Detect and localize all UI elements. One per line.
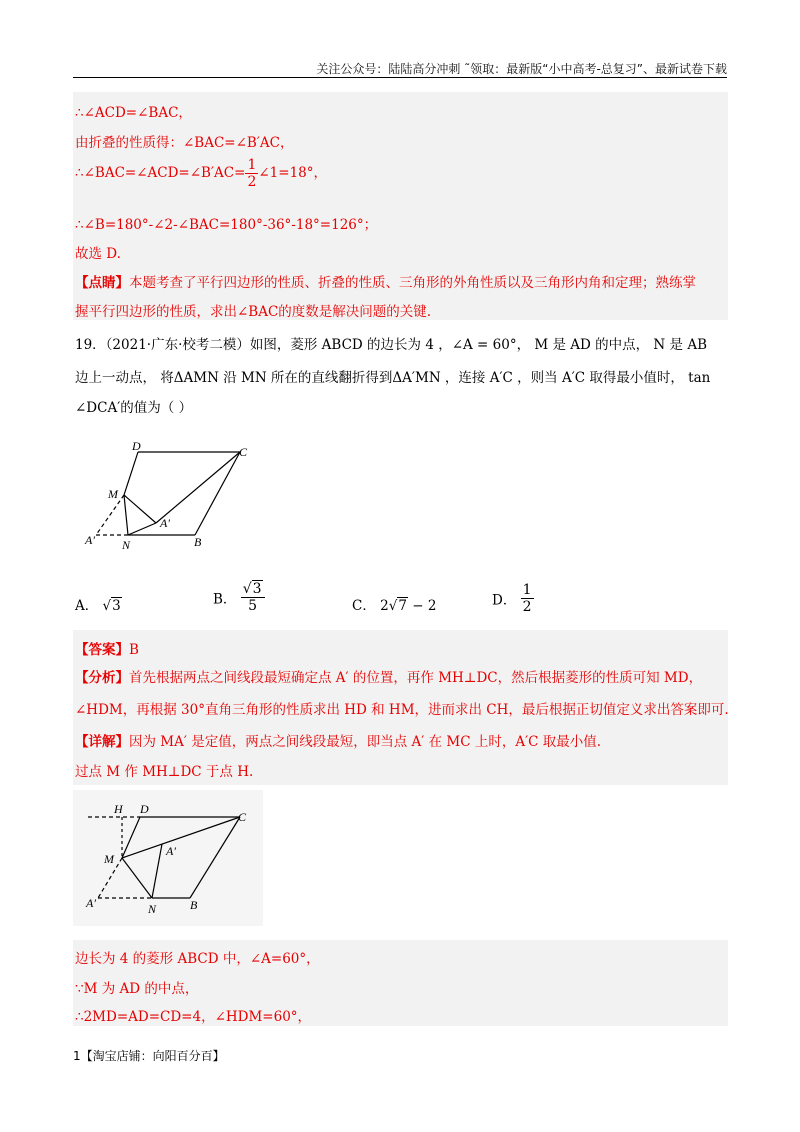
solution-tail-line-3: ∴2MD=AD=CD=4，∠HDM=60°，: [75, 1009, 312, 1025]
fig2-label-h: H: [114, 802, 123, 816]
edge-ma1: [124, 495, 156, 523]
comment-line-1: [75, 271, 696, 291]
fig1-label-a: A′: [85, 533, 95, 547]
fig2-label-n: N: [148, 902, 157, 916]
option-c: [352, 594, 436, 614]
fraction-half: [245, 158, 258, 189]
edge-a1c: [156, 452, 240, 523]
analysis-tag: 【分析】: [75, 670, 129, 686]
edge-ma-dashed: [96, 495, 124, 535]
comment-tag: 【点睛】: [75, 275, 129, 291]
prev-solution-line-1: ∴∠ACD=∠BAC，: [75, 105, 192, 121]
fraction-num: 1: [247, 157, 257, 173]
option-d-label: D．: [492, 592, 517, 609]
fig2-label-a: A′: [86, 896, 96, 910]
question-line-1: 19．（2021·广东·校考二模）如图，菱形 ABCD 的边长为 4 ，∠A = 60°， M 是 AD 的中点， N 是 AB: [75, 337, 707, 353]
analysis-line-2: ∠HDM，再根据 30°直角三角形的性质求出 HD 和 HM，进而求出 CH，最后根据正切值定义求出答案即可.: [75, 702, 729, 718]
option-c-radicand: 7: [398, 598, 407, 614]
answer-value: B: [129, 642, 139, 658]
detail-line-1: [75, 730, 601, 750]
prev-solution-line-2: 由折叠的性质得：∠BAC=∠B′AC，: [75, 135, 294, 151]
option-a-label: A．: [75, 598, 99, 614]
detail-text-1: 因为 MA′ 是定值，两点之间线段最短，即当点 A′ 在 MC 上时，A′C 取最小值.: [129, 734, 602, 750]
fig1-label-d: D: [132, 440, 141, 453]
line3-pre: ∴∠BAC=∠ACD=∠B′AC=: [75, 165, 246, 181]
answer-line: [75, 638, 139, 658]
detail-tag: 【详解】: [75, 734, 129, 750]
fig2-label-m: M: [104, 852, 114, 866]
fig2-label-d: D: [140, 802, 149, 816]
header-divider: [73, 77, 727, 78]
option-b-num: √3: [241, 582, 265, 598]
fig1-label-n: N: [122, 538, 131, 552]
analysis-line-1: [75, 666, 702, 686]
line3-post: ∠1=18°，: [258, 165, 327, 181]
edge-mc: [122, 817, 240, 858]
prev-solution-line-4: ∴∠B=180°-∠2-∠BAC=180°-36°-18°=126°；: [75, 217, 378, 233]
edge-cb: [190, 817, 240, 898]
option-a-radicand: 3: [112, 598, 121, 614]
option-d-fraction: [521, 583, 534, 614]
option-b-fraction: [241, 582, 265, 613]
fig2-label-b: B: [190, 898, 198, 912]
rhombus-figure-2: [80, 795, 265, 920]
solution-tail-line-1: 边长为 4 的菱形 ABCD 中，∠A=60°，: [75, 951, 320, 967]
edge-mn: [124, 495, 128, 535]
option-c-tail: − 2: [407, 598, 437, 614]
option-b-den: 5: [248, 598, 258, 614]
page-header: 关注公众号：陆陆高分冲刺 ˜领取：最新版“小中高考-总复习”、最新试卷下载: [316, 62, 727, 76]
edge-dm: [122, 817, 140, 858]
prev-solution-line-3: [75, 158, 327, 189]
option-a: [75, 594, 122, 614]
option-c-coef: 2: [380, 598, 389, 614]
option-d: [492, 583, 534, 614]
option-b-radicand: 3: [252, 581, 262, 597]
option-c-sqrt: √7: [388, 598, 407, 614]
edge-cb: [195, 452, 240, 535]
option-b-label: B．: [213, 591, 237, 608]
analysis-text-1: 首先根据两点之间线段最短确定点 A′ 的位置，再作 MH⊥DC，然后根据菱形的性质可知 MD，: [129, 670, 703, 686]
rhombus-figure-1: [80, 440, 270, 555]
edge-na1: [128, 523, 156, 535]
fraction-den: 2: [247, 174, 257, 190]
fig1-label-b: B: [194, 535, 202, 549]
solution-tail-line-2: ∵M 为 AD 的中点，: [75, 981, 199, 997]
comment-text-1: 本题考查了平行四边形的性质、折叠的性质、三角形的外角性质以及三角形内角和定理；熟练掌: [129, 275, 696, 291]
question-line-2: 边上一动点， 将ΔAMN 沿 MN 所在的直线翻折得到ΔA′MN ，连接 A′C ，则当 A′C 取得最小值时， tan: [75, 370, 711, 386]
comment-line-2: 握平行四边形的性质，求出∠BAC的度数是解决问题的关键.: [75, 304, 432, 320]
fig1-label-c: C: [239, 445, 248, 459]
prev-solution-line-5: 故选 D.: [75, 246, 121, 262]
option-b: [213, 582, 265, 613]
question-line-3: ∠DCA′的值为（ ）: [75, 400, 193, 416]
edge-mn: [122, 858, 152, 898]
edge-dm: [124, 452, 138, 495]
answer-tag: 【答案】: [75, 642, 129, 658]
fig2-label-a1: A′: [166, 844, 176, 858]
fig2-label-c: C: [238, 810, 247, 824]
fig1-label-a1: A′: [160, 516, 170, 530]
option-a-sqrt: √3: [102, 598, 121, 614]
option-c-label: C．: [352, 598, 376, 614]
option-d-den: 2: [522, 599, 532, 615]
detail-line-2: 过点 M 作 MH⊥DC 于点 H.: [75, 764, 254, 780]
fig1-label-m: M: [108, 487, 118, 501]
edge-a1n: [152, 844, 162, 898]
option-d-num: 1: [522, 582, 532, 598]
page-footer: 1【淘宝店铺：向阳百分百】: [73, 1049, 225, 1063]
